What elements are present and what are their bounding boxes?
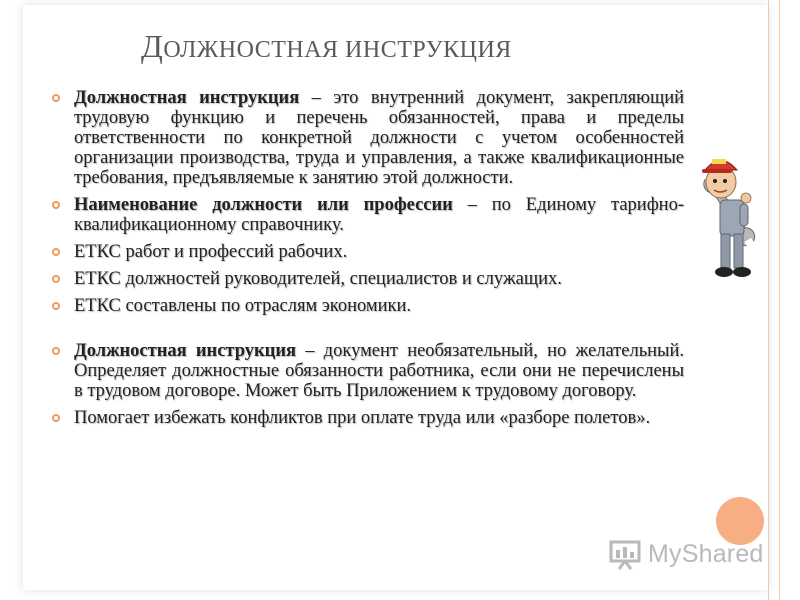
bullet-marker-icon	[52, 94, 60, 102]
bullet-text: Помогает избежать конфликтов при оплате труда или «разборе полетов».	[74, 408, 651, 428]
slide-right-frame	[768, 0, 780, 600]
bullet-marker-icon	[52, 275, 60, 283]
bullet-text: ЕТКС работ и профессий рабочих.	[74, 242, 348, 262]
bullet-text: ЕТКС составлены по отраслям экономики.	[74, 296, 411, 316]
list-item	[52, 341, 684, 401]
bullet-marker-icon	[52, 201, 60, 209]
title-initial: Д	[141, 28, 164, 64]
bullet-term: Наименование должности или профессии	[74, 195, 453, 215]
bullet-text: – документ необязательный, но желательный. Определяет должностные обязанности работника, если они не перечислены в трудовом договоре. Может быть Приложением к трудовому договору.	[74, 341, 684, 401]
list-item	[52, 408, 684, 428]
presentation-board-icon	[608, 538, 642, 570]
bullet-marker-icon	[52, 248, 60, 256]
list-item	[52, 296, 684, 316]
page-title	[141, 28, 512, 65]
bullet-marker-icon	[52, 347, 60, 355]
watermark	[608, 538, 764, 570]
bullet-term: Должностная инструкция	[74, 341, 296, 361]
title-rest: ОЛЖНОСТНАЯ ИНСТРУКЦИЯ	[163, 37, 512, 63]
list-item	[52, 269, 684, 289]
bullet-text: – это внутренний документ, закрепляющий трудовую функцию и перечень обязанностей, права и пределы ответственности по конкретной должности с учетом особенностей организации производства, труда и управления, а также квалификационные требования, предъявляемые к занятию этой должности.	[74, 88, 684, 188]
bullet-text: ЕТКС должностей руководителей, специалистов и служащих.	[74, 269, 562, 289]
list-item	[52, 88, 684, 188]
bullet-list	[52, 88, 684, 428]
bullet-marker-icon	[52, 414, 60, 422]
bullet-term: Должностная инструкция	[74, 88, 300, 108]
bullet-marker-icon	[52, 302, 60, 310]
watermark-text: MyShared	[648, 539, 764, 568]
worker-with-wrench-icon	[700, 148, 768, 283]
bullet-text: – по Единому тарифно-квалификационному справочнику.	[74, 195, 684, 235]
list-item	[52, 242, 684, 262]
list-item	[52, 195, 684, 235]
